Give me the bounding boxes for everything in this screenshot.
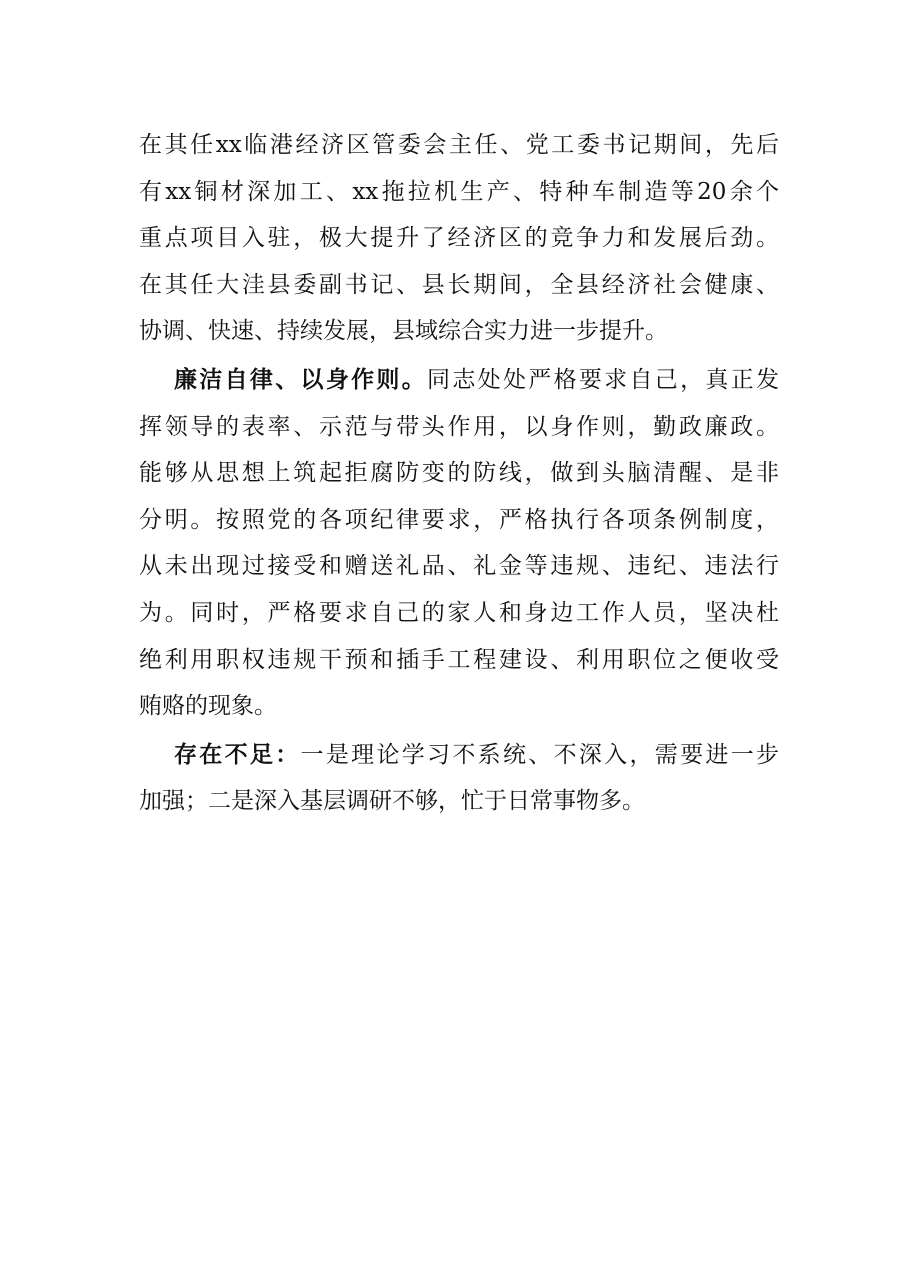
paragraph-line: 绝利用职权违规干预和插手工程建设、利用职位之便收受 [139,646,779,673]
paragraph-line: 从未出现过接受和赠送礼品、礼金等违规、违纪、违法行 [139,553,779,580]
paragraph-line: 重点项目入驻，极大提升了经济区的竞争力和发展后劲。 [139,225,779,252]
paragraph-line: 加强；二是深入基层调研不够，忙于日常事物多。 [139,788,645,815]
paragraph-line: 挥领导的表率、示范与带头作用，以身作则，勤政廉政。 [139,413,779,440]
paragraph-first-line [139,357,779,404]
paragraph-text: 一是理论学习不系统、不深入，需要进一步 [300,741,780,768]
paragraph-line: 在其任xx临港经济区管委会主任、党工委书记期间，先后 [139,132,779,158]
paragraph-line: 在其任大洼县委副书记、县长期间，全县经济社会健康、 [139,271,779,298]
document-body [139,122,779,825]
paragraph-line: 为。同时，严格要求自己的家人和身边工作人员，坚决杜 [139,599,779,626]
paragraph-line: 贿赂的现象。 [139,693,277,720]
paragraph-line: 有xx铜材深加工、xx拖拉机生产、特种车制造等20余个 [139,178,779,205]
paragraph-line: 协调、快速、持续发展，县域综合实力进一步提升。 [139,318,668,345]
paragraph-achievements [139,122,779,355]
paragraph-integrity [139,357,779,730]
paragraph-shortcomings [139,732,779,825]
paragraph-first-line [139,732,779,779]
paragraph-text: 同志处处严格要求自己，真正发 [427,366,780,393]
paragraph-heading: 廉洁自律、以身作则。 [174,366,428,393]
paragraph-line: 能够从思想上筑起拒腐防变的防线，做到头脑清醒、是非 [139,460,779,487]
paragraph-line: 分明。按照党的各项纪律要求，严格执行各项条例制度， [139,506,779,533]
paragraph-heading: 存在不足： [174,741,301,768]
